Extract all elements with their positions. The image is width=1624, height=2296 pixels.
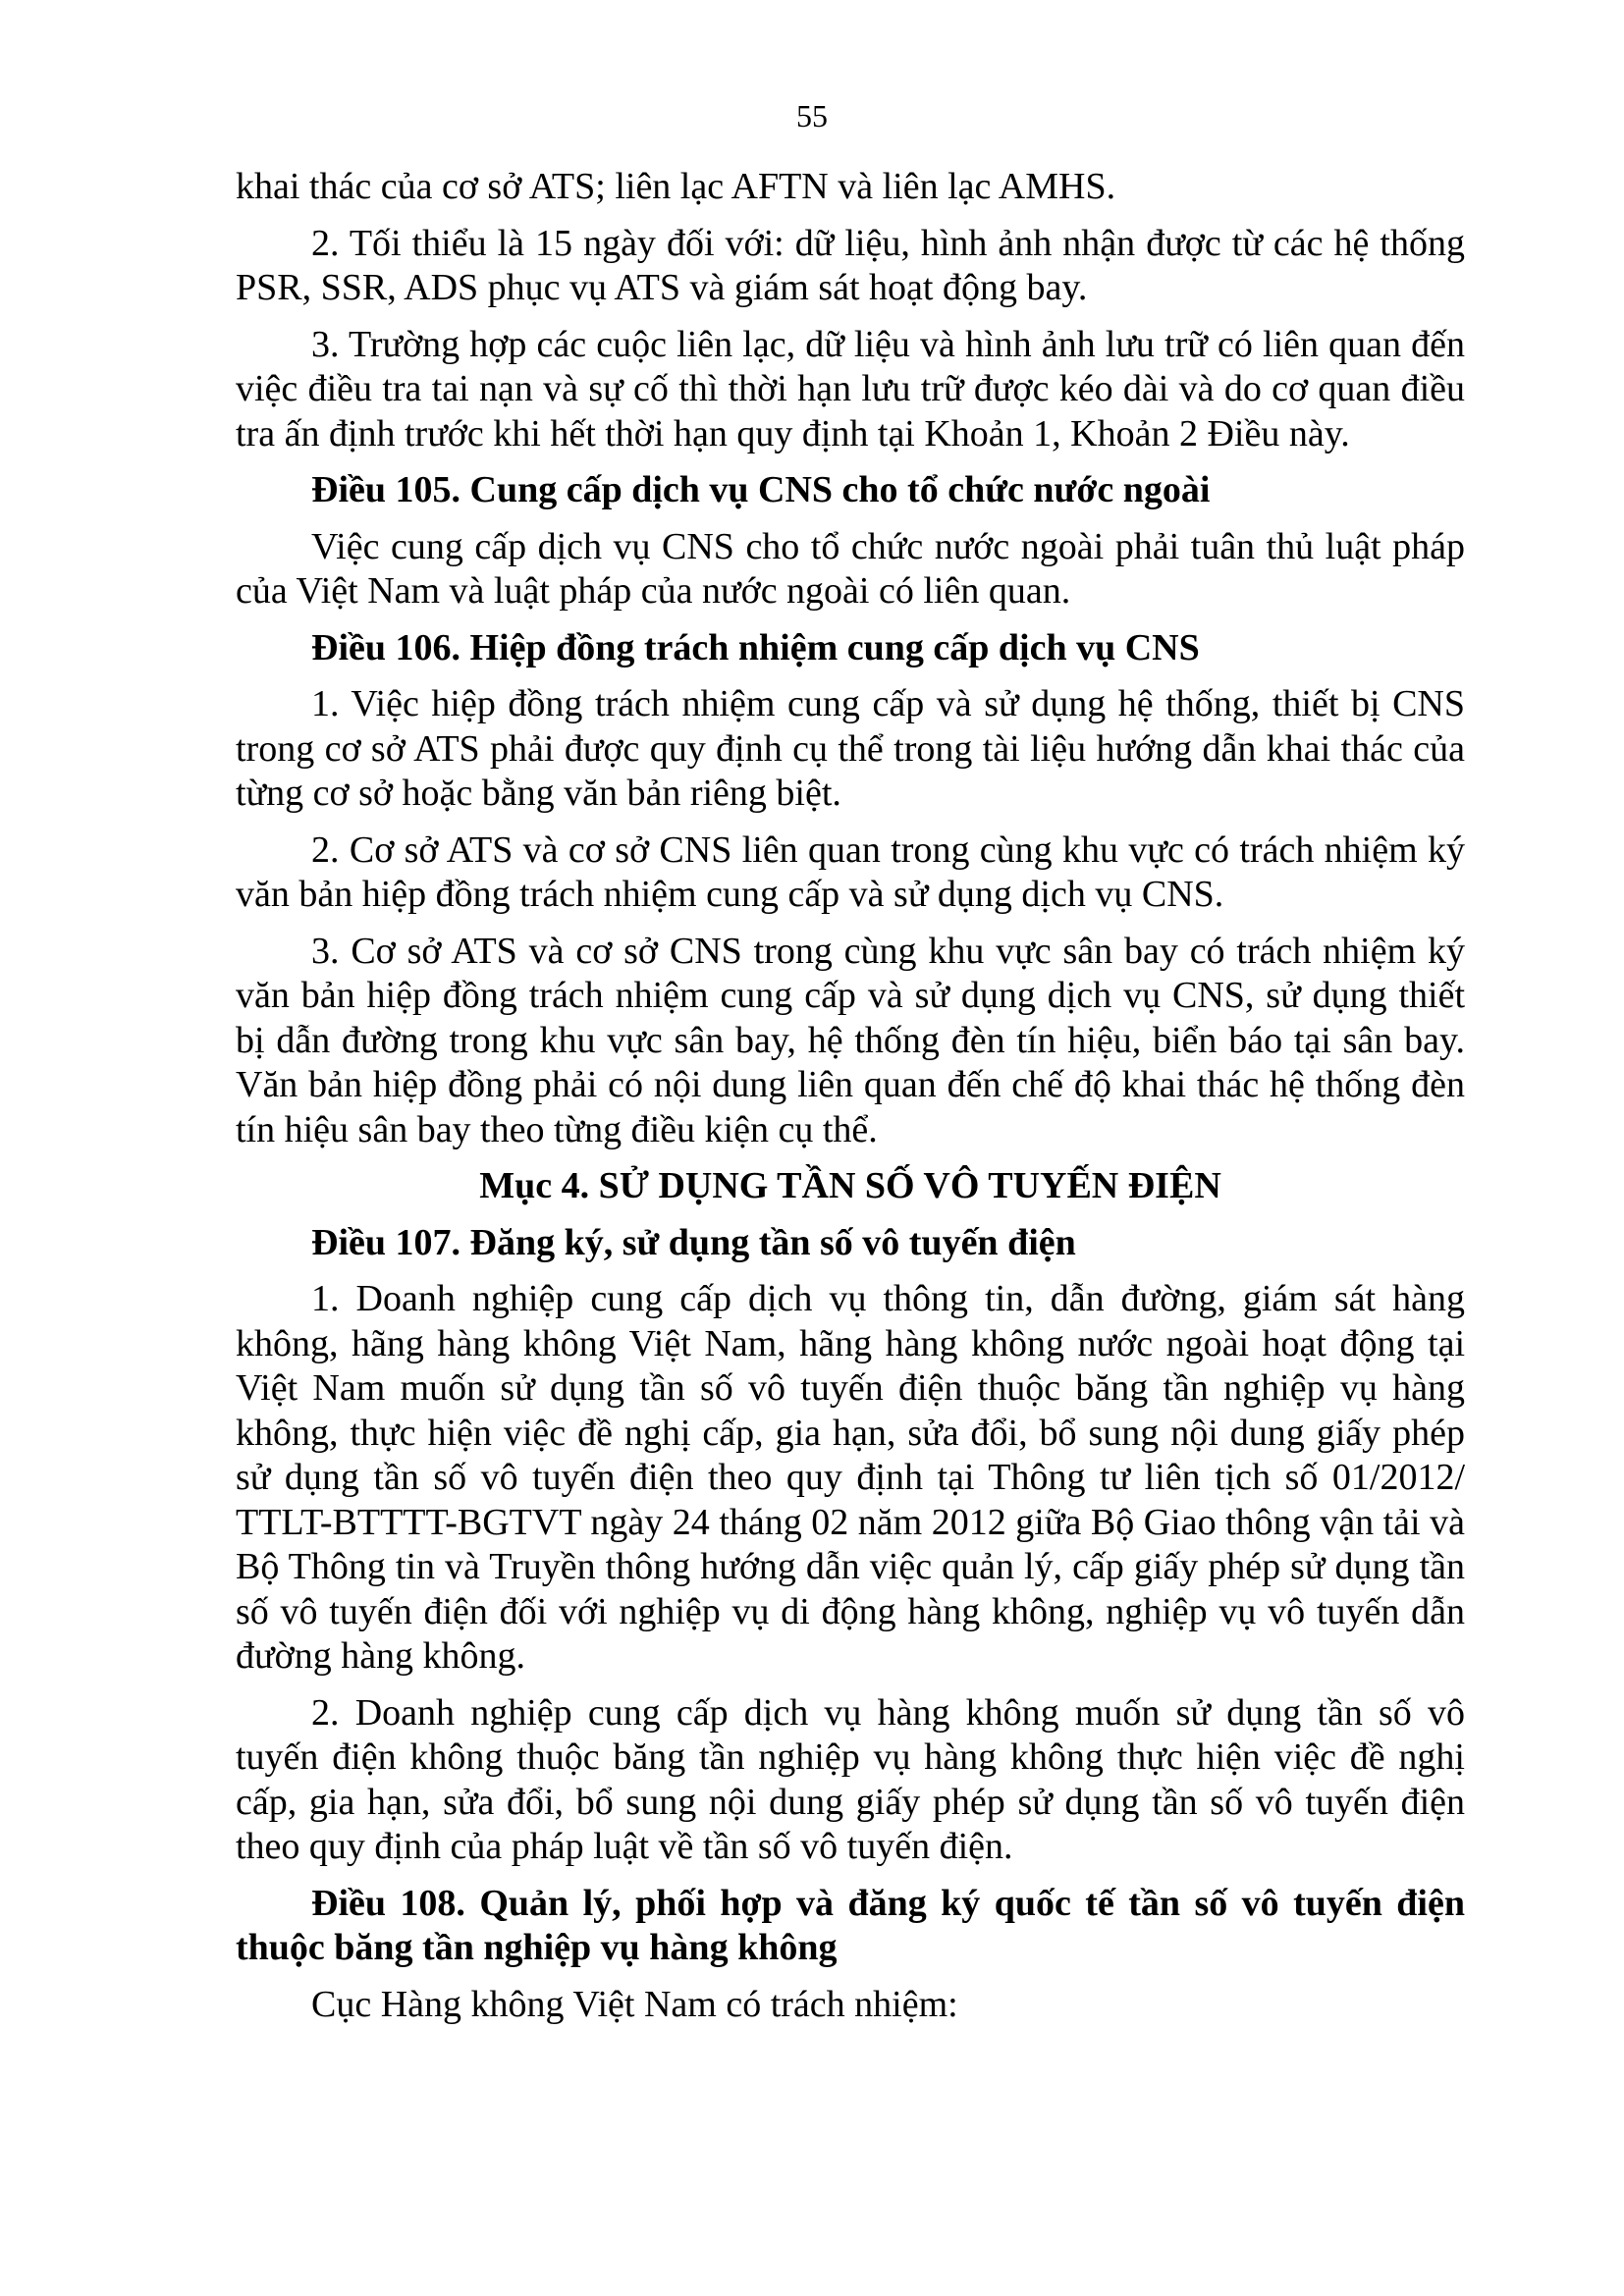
paragraph: 3. Cơ sở ATS và cơ sở CNS trong cùng khu vực sân bay có trách nhiệm ký văn bản hiệp đồng trách nhiệm cung cấp và sử dụng dịch vụ CNS, sử dụng thiết bị dẫn đường trong khu vực sân bay, hệ thống đèn tín hiệu, biển báo tại sân bay. Văn bản hiệp đồng phải có nội dung liên quan đến chế độ khai thác hệ thống đèn tín hiệu sân bay theo từng điều kiện cụ thể. [236,930,1465,1150]
paragraph: 1. Doanh nghiệp cung cấp dịch vụ thông tin, dẫn đường, giám sát hàng không, hãng hàng không Việt Nam, hãng hàng không nước ngoài hoạt động tại Việt Nam muốn sử dụng tần số vô tuyến điện thuộc băng tần nghiệp vụ hàng không, thực hiện việc đề nghị cấp, gia hạn, sửa đổi, bổ sung nội dung giấy phép sử dụng tần số vô tuyến điện theo quy định tại Thông tư liên tịch số 01/2012/ TTLT-BTTTT-BGTVT ngày 24 tháng 02 năm 2012 giữa Bộ Giao thông vận tải và Bộ Thông tin và Truyền thông hướng dẫn việc quản lý, cấp giấy phép sử dụng tần số vô tuyến điện đối với nghiệp vụ di động hàng không, nghiệp vụ vô tuyến dẫn đường hàng không. [236,1278,1465,1677]
paragraph: Việc cung cấp dịch vụ CNS cho tổ chức nước ngoài phải tuân thủ luật pháp của Việt Nam và luật pháp của nước ngoài có liên quan. [236,525,1465,612]
document-body [236,165,1465,2039]
page-number: 55 [796,98,828,133]
paragraph: 3. Trường hợp các cuộc liên lạc, dữ liệu và hình ảnh lưu trữ có liên quan đến việc điều tra tai nạn và sự cố thì thời hạn lưu trữ được kéo dài và do cơ quan điều tra ấn định trước khi hết thời hạn quy định tại Khoản 1, Khoản 2 Điều này. [236,323,1465,454]
paragraph: 2. Doanh nghiệp cung cấp dịch vụ hàng không muốn sử dụng tần số vô tuyến điện không thuộc băng tần nghiệp vụ hàng không thực hiện việc đề nghị cấp, gia hạn, sửa đổi, bổ sung nội dung giấy phép sử dụng tần số vô tuyến điện theo quy định của pháp luật về tần số vô tuyến điện. [236,1691,1465,1867]
article-heading-106: Điều 106. Hiệp đồng trách nhiệm cung cấp dịch vụ CNS [311,626,1200,668]
paragraph: 2. Cơ sở ATS và cơ sở CNS liên quan trong cùng khu vực có trách nhiệm ký văn bản hiệp đồng trách nhiệm cung cấp và sử dụng dịch vụ CNS. [236,828,1465,915]
article-heading-105: Điều 105. Cung cấp dịch vụ CNS cho tổ chức nước ngoài [311,469,1211,510]
paragraph: Cục Hàng không Việt Nam có trách nhiệm: [311,1983,958,2025]
paragraph: 2. Tối thiểu là 15 ngày đối với: dữ liệu, hình ảnh nhận được từ các hệ thống PSR, SSR, ADS phục vụ ATS và giám sát hoạt động bay. [236,222,1465,308]
article-heading-107: Điều 107. Đăng ký, sử dụng tần số vô tuyến điện [311,1221,1076,1263]
paragraph: 1. Việc hiệp đồng trách nhiệm cung cấp và sử dụng hệ thống, thiết bị CNS trong cơ sở ATS phải được quy định cụ thể trong tài liệu hướng dẫn khai thác của từng cơ sở hoặc bằng văn bản riêng biệt. [236,683,1465,814]
article-heading-108: Điều 108. Quản lý, phối hợp và đăng ký quốc tế tần số vô tuyến điện thuộc băng tần nghiệp vụ hàng không [236,1882,1465,1968]
paragraph-continuation: khai thác của cơ sở ATS; liên lạc AFTN và liên lạc AMHS. [236,166,1116,207]
section-heading: Mục 4. SỬ DỤNG TẦN SỐ VÔ TUYẾN ĐIỆN [479,1165,1221,1206]
